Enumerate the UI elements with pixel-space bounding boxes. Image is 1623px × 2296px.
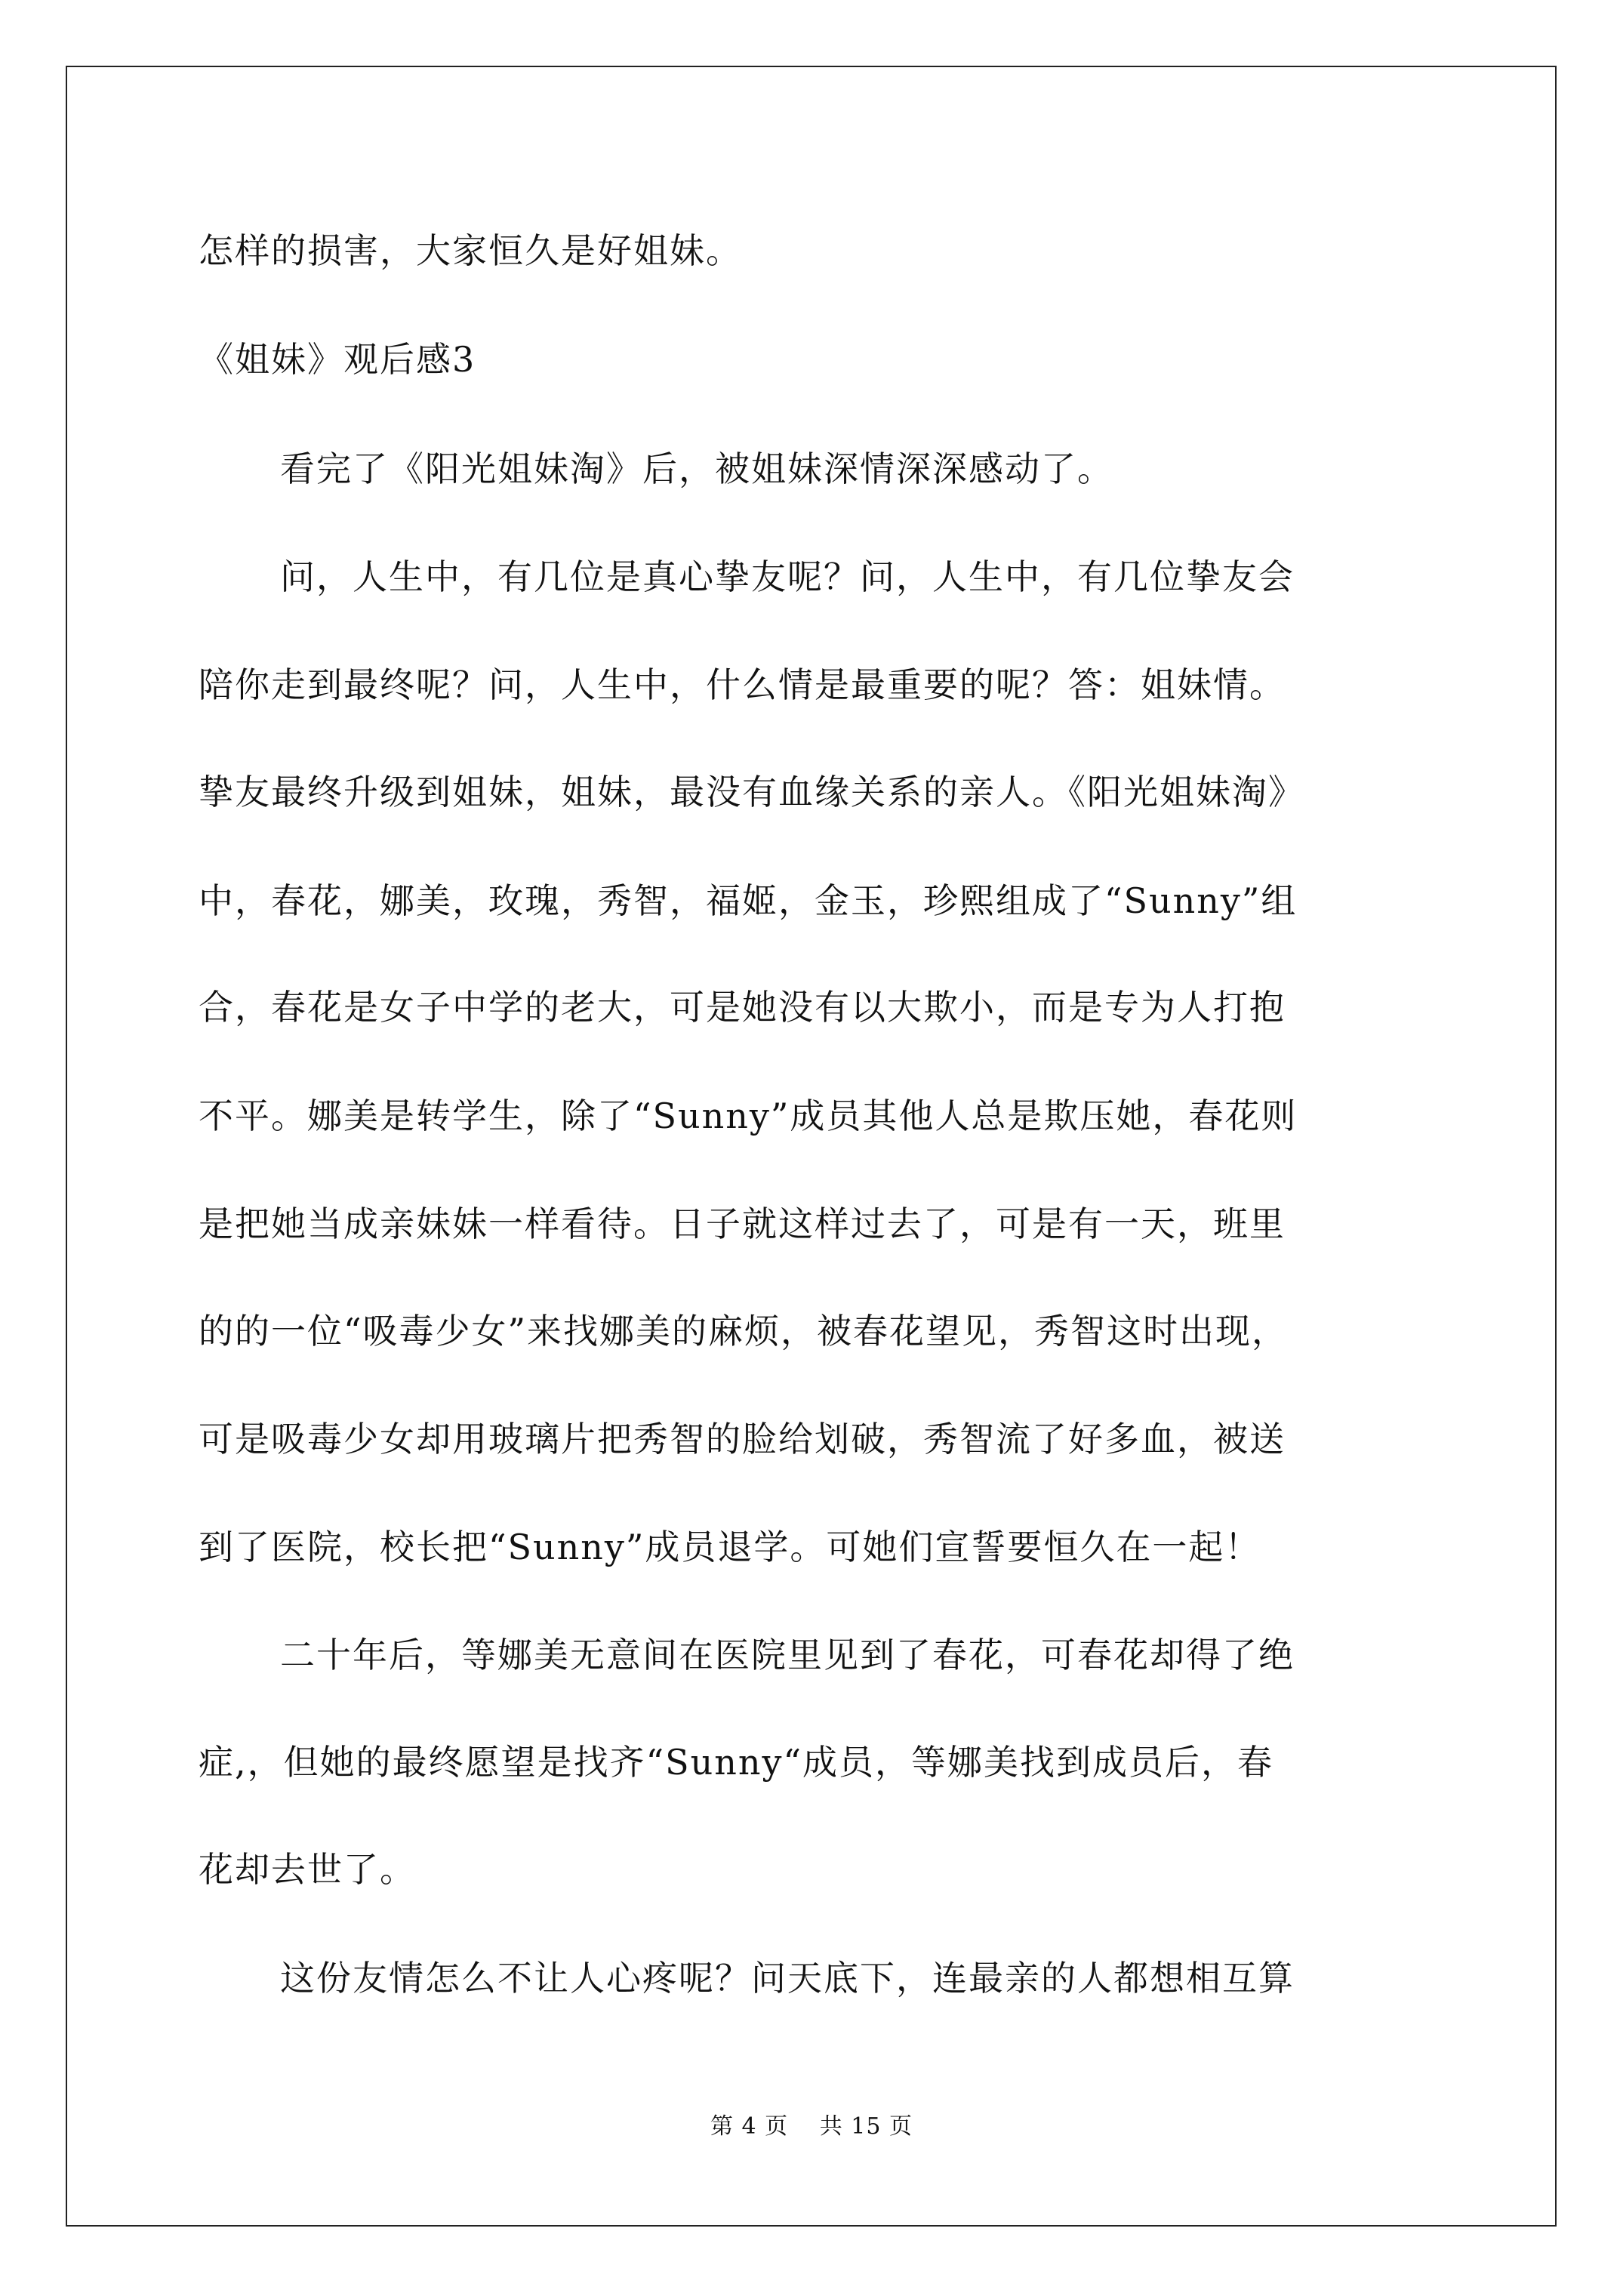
text-line: 到了医院，校长把“Sunny”成员退学。可她们宣誓要恒久在一起！: [199, 1527, 1261, 1567]
text-line: 是把她当成亲妹妹一样看待。日子就这样过去了，可是有一天，班里: [199, 1203, 1286, 1244]
text-line: 不平。娜美是转学生，除了“Sunny”成员其他人总是欺压她，春花则: [199, 1096, 1298, 1136]
text-line: 陪你走到最终呢？问，人生中，什么情是最重要的呢？答：姐妹情。: [199, 664, 1286, 705]
section-heading: 《姐妹》观后感3: [199, 339, 476, 380]
paragraph-first-line: 问，人生中，有几位是真心挚友呢？问，人生中，有几位挚友会: [280, 556, 1295, 597]
page-number-footer: 第 4 页 共 15 页: [710, 2113, 913, 2140]
text-line: 怎样的损害，大家恒久是好姐妹。: [199, 230, 742, 271]
paragraph-first-line: 二十年后，等娜美无意间在医院里见到了春花，可春花却得了绝: [280, 1635, 1295, 1675]
text-line: 可是吸毒少女却用玻璃片把秀智的脸给划破，秀智流了好多血，被送: [199, 1419, 1286, 1459]
paragraph-first-line: 看完了《阳光姐妹淘》后，被姐妹深情深深感动了。: [280, 448, 1113, 489]
text-line: 挚友最终升级到姐妹，姐妹，最没有血缘关系的亲人。《阳光姐妹淘》: [199, 772, 1304, 812]
text-line: 症,，但她的最终愿望是找齐“Sunny“成员，等娜美找到成员后，春: [199, 1742, 1274, 1783]
text-line: 的的一位“吸毒少女”来找娜美的麻烦，被春花望见，秀智这时出现，: [199, 1311, 1289, 1351]
text-line: 花却去世了。: [199, 1849, 416, 1890]
paragraph-first-line: 这份友情怎么不让人心疼呢？问天底下，连最亲的人都想相互算: [280, 1958, 1295, 1999]
text-line: 中，春花，娜美，玫瑰，秀智，福姬，金玉，珍熙组成了“Sunny”组: [199, 880, 1298, 921]
text-line: 合，春花是女子中学的老大，可是她没有以大欺小，而是专为人打抱: [199, 987, 1286, 1028]
page-border: [66, 66, 1557, 2227]
